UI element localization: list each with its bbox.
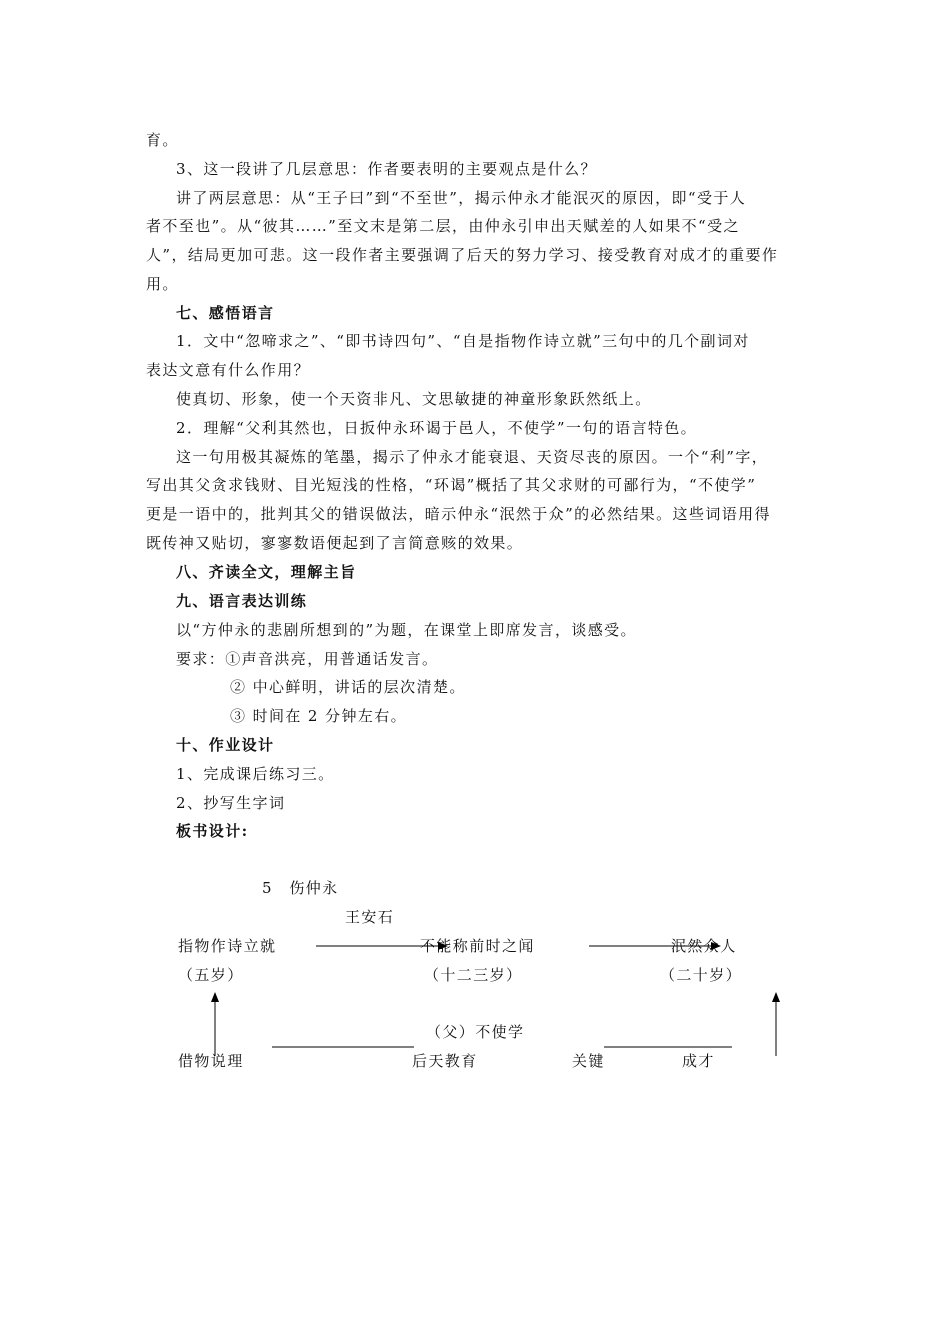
board-cause: （父）不使学 — [426, 1023, 525, 1041]
speech-task: 以“方仲永的悲剧所想到的”为题，在课堂上即席发言，谈感受。 — [176, 621, 637, 639]
language-answer-1: 使真切、形象，使一个天资非凡、文思敏捷的神童形象跃然纸上。 — [176, 390, 652, 408]
board-stage-2-age: （十二三岁） — [424, 966, 523, 984]
answer-3-line-2: 者不至也”。从“彼其……”至文末是第二层，由仲永引申出天赋差的人如果不“受之 — [146, 217, 740, 235]
language-answer-2-line-3: 更是一语中的，批判其父的错误做法，暗示仲永“泯然于众”的必然结果。这些词语用得 — [146, 505, 771, 523]
language-answer-2-line-4: 既传神又贴切，寥寥数语便起到了言简意赅的效果。 — [146, 534, 524, 552]
answer-3-line-4: 用。 — [146, 275, 179, 293]
board-key: 关键 — [572, 1052, 605, 1070]
board-result: 成才 — [682, 1052, 715, 1070]
language-question-1-line-1: 1．文中“忽啼求之”、“即书诗四句”、“自是指物作诗立就”三句中的几个副词对 — [176, 332, 750, 350]
board-bottom-left: 借物说理 — [178, 1052, 244, 1070]
language-question-2: 2．理解“父利其然也，日扳仲永环谒于邑人，不使学”一句的语言特色。 — [176, 419, 698, 437]
language-answer-2-line-2: 写出其父贪求钱财、目光短浅的性格，“环谒”概括了其父求财的可鄙行为，“不使学” — [146, 476, 757, 494]
language-answer-2-line-1: 这一句用极其凝炼的笔墨，揭示了仲永才能衰退、天资尽丧的原因。一个“利”字， — [176, 448, 769, 466]
requirement-1: 要求：①声音洪亮，用普通话发言。 — [176, 650, 439, 668]
board-stage-3-age: （二十岁） — [660, 966, 743, 984]
homework-item-1: 1、完成课后练习三。 — [176, 765, 335, 783]
language-question-1-line-2: 表达文意有什么作用？ — [146, 361, 311, 379]
section-heading-10: 十、作业设计 — [176, 736, 275, 754]
board-stage-2: 不能称前时之闻 — [420, 937, 535, 955]
board-bottom-middle: 后天教育 — [412, 1052, 478, 1070]
board-title: 5 伤仲永 — [262, 879, 339, 897]
requirement-2: ② 中心鲜明，讲话的层次清楚。 — [230, 678, 466, 696]
homework-item-2: 2、抄写生字词 — [176, 794, 286, 812]
board-stage-1: 指物作诗立就 — [178, 937, 277, 955]
question-3: 3、这一段讲了几层意思：作者要表明的主要观点是什么？ — [176, 160, 597, 178]
section-heading-9: 九、语言表达训练 — [176, 592, 308, 610]
requirement-3: ③ 时间在 2 分钟左右。 — [230, 707, 408, 725]
board-stage-1-age: （五岁） — [178, 966, 244, 984]
answer-3-line-1: 讲了两层意思：从“王子曰”到“不至世”，揭示仲永才能泯灭的原因，即“受于人 — [176, 189, 747, 207]
board-design-label: 板书设计: — [176, 822, 249, 840]
answer-3-line-3: 人”，结局更加可悲。这一段作者主要强调了后天的努力学习、接受教育对成才的重要作 — [146, 246, 779, 264]
board-stage-3: 泯然众人 — [671, 937, 737, 955]
board-author: 王安石 — [345, 908, 395, 926]
section-heading-8: 八、齐读全文，理解主旨 — [176, 563, 357, 581]
text-line: 育。 — [146, 131, 179, 149]
section-heading-7: 七、感悟语言 — [176, 304, 275, 322]
